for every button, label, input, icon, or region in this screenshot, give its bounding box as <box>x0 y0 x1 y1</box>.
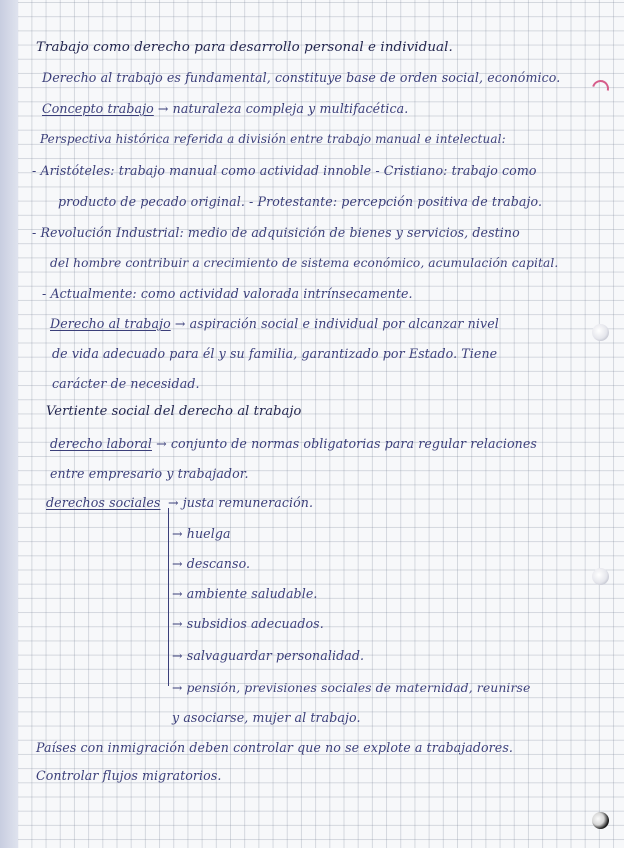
note-line: - Revolución Industrial: medio de adquisición de bienes y servicios, destino <box>32 225 520 240</box>
note-line <box>42 101 408 116</box>
bracket-line <box>168 508 169 686</box>
punch-hole-icon <box>592 324 609 341</box>
note-line <box>50 436 537 451</box>
note-line: Controlar flujos migratorios. <box>36 768 222 783</box>
list-item: → justa remuneración. <box>168 495 314 510</box>
list-item: → descanso. <box>172 556 251 571</box>
section-heading: Vertiente social del derecho al trabajo <box>46 404 302 419</box>
list-item: → salvaguardar personalidad. <box>172 648 365 663</box>
note-line: producto de pecado original. - Protestante: percepción positiva de trabajo. <box>58 194 543 209</box>
note-text: → aspiración social e individual por alcanzar nivel <box>170 316 499 331</box>
list-item: → ambiente saludable. <box>172 586 318 601</box>
note-line: entre empresario y trabajador. <box>50 466 249 481</box>
note-text: → naturaleza compleja y multifacética. <box>153 101 409 116</box>
page-margin-strip <box>0 0 18 848</box>
note-line: del hombre contribuir a crecimiento de sistema económico, acumulación capital. <box>50 256 559 270</box>
note-line: de vida adecuado para él y su familia, garantizado por Estado. Tiene <box>52 346 498 361</box>
list-item: → pensión, previsiones sociales de maternidad, reunirse <box>172 680 531 695</box>
note-line: Derecho al trabajo es fundamental, constituye base de orden social, económico. <box>42 70 561 85</box>
punch-hole-icon <box>592 568 609 585</box>
note-text: → conjunto de normas obligatorias para regular relaciones <box>151 436 537 451</box>
heading-concepto: Concepto trabajo <box>42 101 154 116</box>
note-line: carácter de necesidad. <box>52 376 200 391</box>
note-line: Perspectiva histórica referida a división entre trabajo manual e intelectual: <box>40 132 506 146</box>
heading-derechos-sociales: derechos sociales <box>46 495 161 510</box>
note-line <box>50 316 499 331</box>
note-line: Países con inmigración deben controlar que no se explote a trabajadores. <box>36 740 514 755</box>
heading-derecho-laboral: derecho laboral <box>50 436 152 451</box>
heading-derecho-trabajo: Derecho al trabajo <box>50 316 171 331</box>
list-item: → subsidios adecuados. <box>172 616 324 631</box>
note-title: Trabajo como derecho para desarrollo personal e individual. <box>36 40 453 55</box>
note-line <box>46 495 160 510</box>
note-line: - Actualmente: como actividad valorada intrínsecamente. <box>42 286 413 301</box>
punch-hole-icon <box>592 812 609 829</box>
list-item: → huelga <box>172 526 231 541</box>
note-line: y asociarse, mujer al trabajo. <box>172 710 361 725</box>
note-line: - Aristóteles: trabajo manual como actividad innoble - Cristiano: trabajo como <box>32 163 537 178</box>
